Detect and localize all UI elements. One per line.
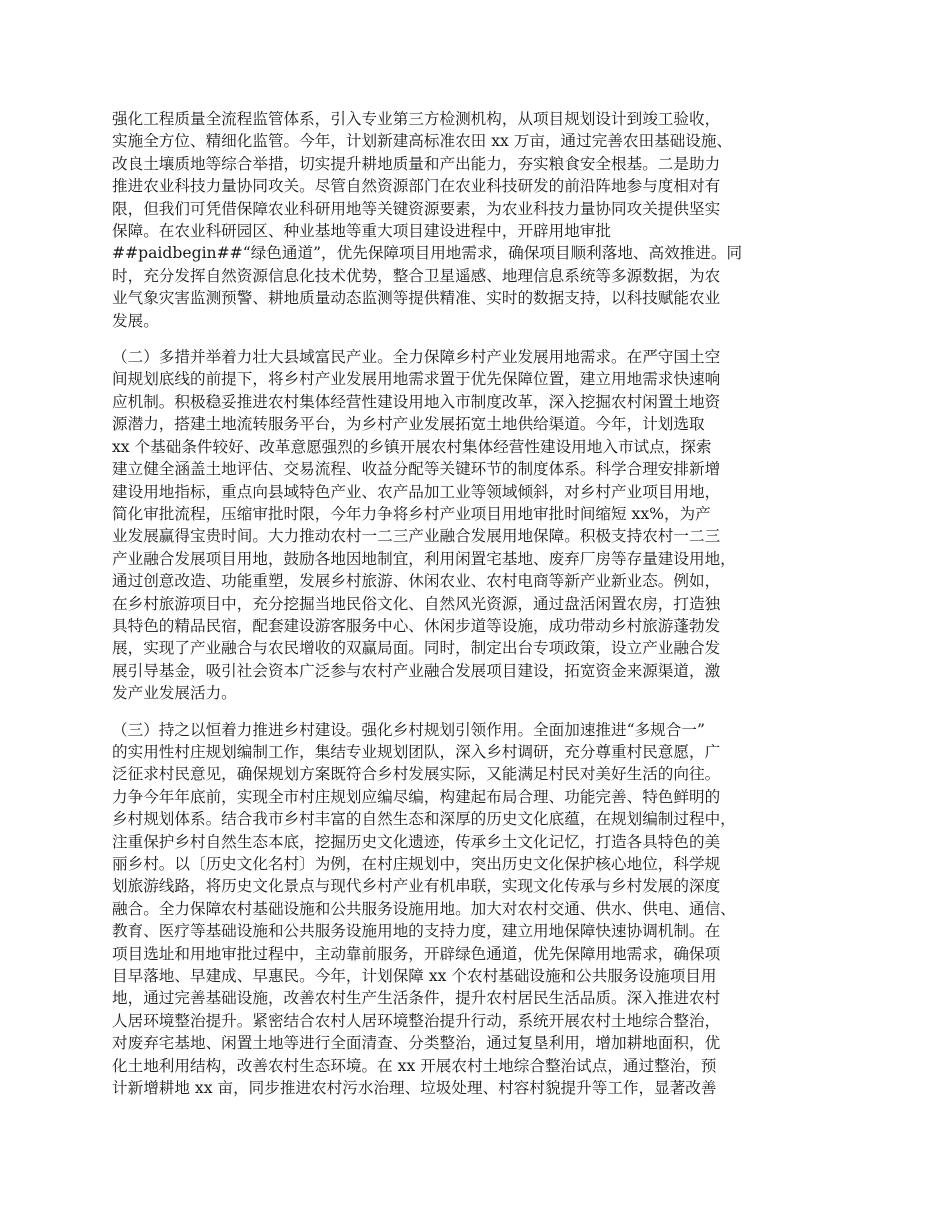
text-line: 对废弃宅基地、闲置土地等进行全面清查、分类整治，通过复垦利用，增加耕地面积，优 xyxy=(112,1034,721,1053)
text-line: （三）持之以恒着力推进乡村建设。强化乡村规划引领作用。全面加速推进“多规合一” xyxy=(112,720,705,739)
text-line: 泛征求村民意见，确保规划方案既符合乡村发展实际，又能满足村民对美好生活的向往。 xyxy=(112,765,721,784)
text-line: 力争今年年底前，实现全市村庄规划应编尽编，构建起布局合理、功能完善、特色鲜明的 xyxy=(112,787,721,806)
text-line: 推进农业科技力量协同攻关。尽管自然资源部门在农业科技研发的前沿阵地参与度相对有 xyxy=(112,177,721,196)
text-line: 项目选址和用地审批过程中，主动靠前服务，开辟绿色通道，优先保障用地需求，确保项 xyxy=(112,944,721,963)
text-line: 通过创意改造、功能重塑，发展乡村旅游、休闲农业、农村电商等新产业新业态。例如， xyxy=(112,572,721,591)
text-line: 改良土壤质地等综合举措，切实提升耕地质量和产出能力，夯实粮食安全根基。二是助力 xyxy=(112,154,721,173)
text-line: 简化审批流程，压缩审批时限，今年力争将乡村产业项目用地审批时间缩短 xx%，为产 xyxy=(112,504,711,523)
text-line: 时，充分发挥自然资源信息化技术优势，整合卫星遥感、地理信息系统等多源数据，为农 xyxy=(112,266,721,285)
text-line: 丽乡村。以〔历史文化名村〕为例，在村庄规划中，突出历史文化保护核心地位，科学规 xyxy=(112,855,721,873)
text-line: xx 个基础条件较好、改革意愿强烈的乡镇开展农村集体经营性建设用地入市试点，探索 xyxy=(112,437,712,456)
text-line: 实施全方位、精细化监管。今年，计划新建高标准农田 xx 万亩，通过完善农田基础设施、 xyxy=(112,132,733,151)
text-line: 在乡村旅游项目中，充分挖掘当地民俗文化、自然风光资源，通过盘活闲置农房，打造独 xyxy=(112,594,721,613)
text-line: 目早落地、早建成、早惠民。今年，计划保障 xx 个农村基础设施和公共服务设施项目用 xyxy=(112,967,717,986)
text-line: 展，实现了产业融合与农民增收的双赢局面。同时，制定出台专项政策，设立产业融合发 xyxy=(112,639,721,658)
text-line: ##paidbegin##“绿色通道”，优先保障项目用地需求，确保项目顺利落地、高效推进。同 xyxy=(112,244,743,263)
text-line: 注重保护乡村自然生态本底，挖掘历史文化遗迹，传承乡土文化记忆，打造各具特色的美 xyxy=(112,832,721,851)
text-line: 产业融合发展项目用地，鼓励各地因地制宜，利用闲置宅基地、废弃厂房等存量建设用地， xyxy=(112,549,736,568)
text-line: 展引导基金，吸引社会资本广泛参与农村产业融合发展项目建设，拓宽资金来源渠道，激 xyxy=(112,661,721,680)
text-line: 化土地利用结构，改善农村生态环境。在 xx 开展农村土地综合整治试点，通过整治，预 xyxy=(112,1056,717,1075)
text-line: 业气象灾害监测预警、耕地质量动态监测等提供精准、实时的数据支持，以科技赋能农业 xyxy=(112,289,721,308)
document-body xyxy=(112,108,854,1113)
text-line: 的实用性村庄规划编制工作，集结专业规划团队，深入乡村调研，充分尊重村民意愿，广 xyxy=(112,742,721,761)
text-line: 应机制。积极稳妥推进农村集体经营性建设用地入市制度改革，深入挖掘农村闲置土地资 xyxy=(112,392,721,411)
text-line: 强化工程质量全流程监管体系，引入专业第三方检测机构，从项目规划设计到竣工验收， xyxy=(112,110,721,128)
text-line: 人居环境整治提升。紧密结合农村人居环境整治提升行动，系统开展农村土地综合整治， xyxy=(112,1011,721,1030)
text-line: 源潜力，搭建土地流转服务平台，为乡村产业发展拓宽土地供给渠道。今年，计划选取 xyxy=(112,415,705,434)
text-line: 业发展赢得宝贵时间。大力推动农村一二三产业融合发展用地保障。积极支持农村一二三 xyxy=(112,527,721,546)
text-line: 发展。 xyxy=(112,311,159,330)
text-line: 限，但我们可凭借保障农业科研用地等关键资源要素，为农业科技力量协同攻关提供坚实 xyxy=(112,199,721,218)
text-line: 地，通过完善基础设施，改善农村生产生活条件，提升农村居民生活品质。深入推进农村 xyxy=(112,989,721,1008)
text-line: 教育、医疗等基础设施和公共服务设施用地的支持力度，建立用地保障快速协调机制。在 xyxy=(112,922,721,941)
text-line: 融合。全力保障农村基础设施和公共服务设施用地。加大对农村交通、供水、供电、通信、 xyxy=(112,899,736,918)
text-line: 保障。在农业科研园区、种业基地等重大项目建设进程中，开辟用地审批 xyxy=(112,222,612,241)
paragraph-1 xyxy=(112,108,854,332)
text-line: 间规划底线的前提下，将乡村产业发展用地需求置于优先保障位置，建立用地需求快速响 xyxy=(112,370,721,389)
text-line: 发产业发展活力。 xyxy=(112,684,237,703)
text-line: 具特色的精品民宿，配套建设游客服务中心、休闲步道等设施，成功带动乡村旅游蓬勃发 xyxy=(112,616,721,635)
text-line: 建立健全涵盖土地评估、交易流程、收益分配等关键环节的制度体系。科学合理安排新增 xyxy=(112,460,721,479)
paragraph-3 xyxy=(112,719,854,1100)
text-line: 建设用地指标，重点向县域特色产业、农产品加工业等领域倾斜，对乡村产业项目用地， xyxy=(112,482,721,501)
text-line: 乡村规划体系。结合我市乡村丰富的自然生态和深厚的历史文化底蕴，在规划编制过程中， xyxy=(112,810,736,829)
paragraph-2 xyxy=(112,346,854,705)
text-line: （二）多措并举着力壮大县域富民产业。全力保障乡村产业发展用地需求。在严守国土空 xyxy=(112,348,721,367)
text-line: 计新增耕地 xx 亩，同步推进农村污水治理、垃圾处理、村容村貌提升等工作，显著改善 xyxy=(112,1079,717,1098)
text-line: 划旅游线路，将历史文化景点与现代乡村产业有机串联，实现文化传承与乡村发展的深度 xyxy=(112,877,721,896)
